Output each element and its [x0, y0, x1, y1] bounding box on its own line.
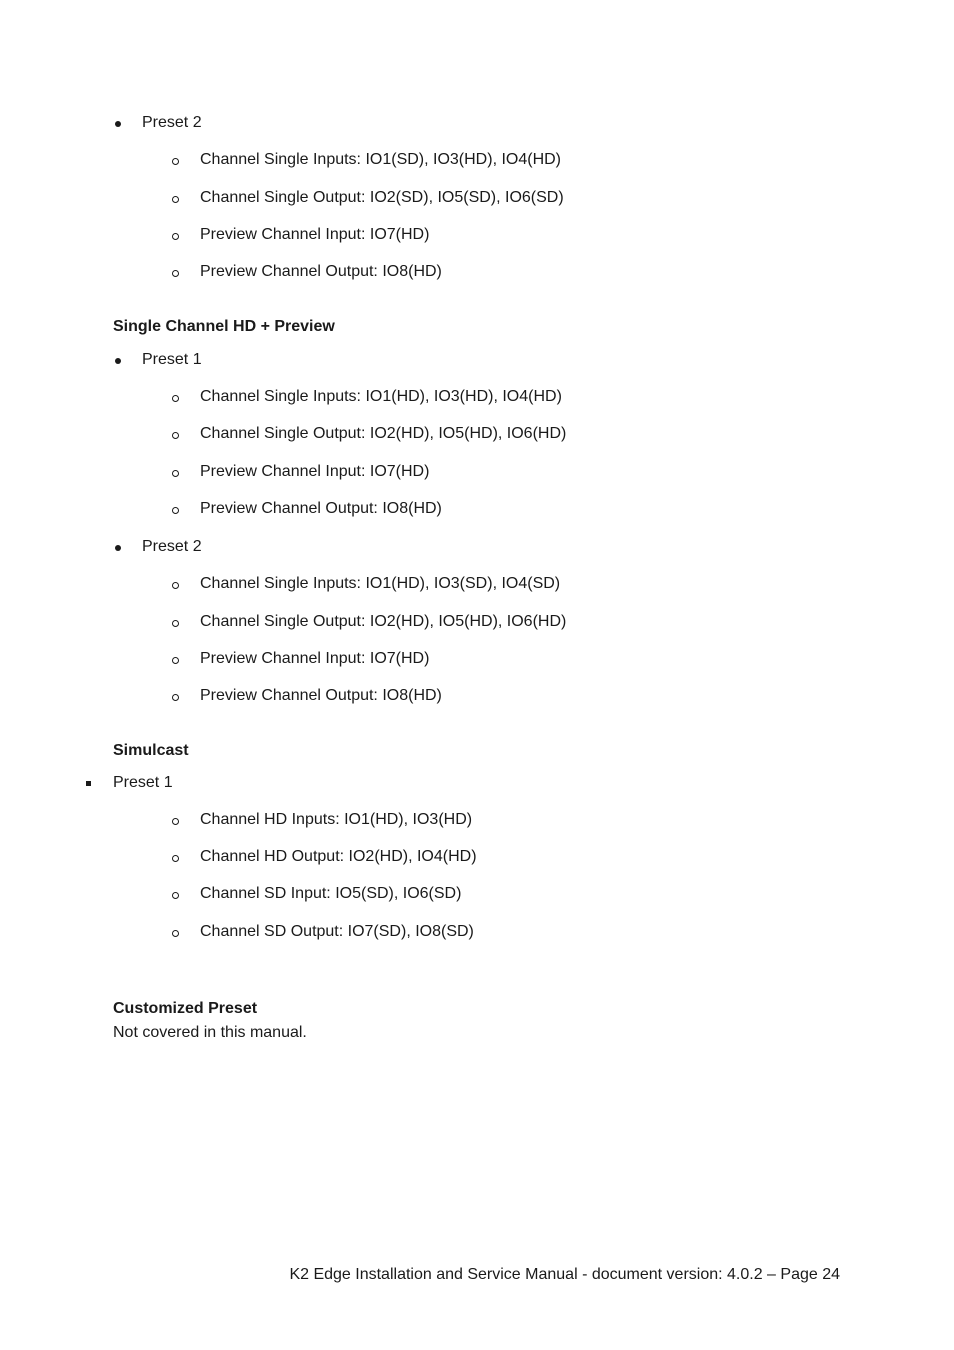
circle-bullet-icon [172, 158, 179, 165]
list-item: Channel HD Inputs: IO1(HD), IO3(HD) [200, 811, 473, 828]
circle-bullet-icon [172, 270, 179, 277]
circle-bullet-icon [172, 470, 179, 477]
bullet-icon [115, 358, 121, 364]
list-item: Preview Channel Output: IO8(HD) [200, 687, 442, 704]
page-footer: K2 Edge Installation and Service Manual - document version: 4.0.2 – Page 24 [289, 1266, 840, 1283]
paragraph: Not covered in this manual. [113, 1024, 307, 1041]
list-item: Preview Channel Input: IO7(HD) [200, 463, 430, 480]
list-item: Channel Single Output: IO2(SD), IO5(SD), IO6(SD) [200, 189, 564, 206]
section-heading: Simulcast [113, 742, 189, 759]
circle-bullet-icon [172, 694, 179, 701]
circle-bullet-icon [172, 196, 179, 203]
bullet-icon [115, 545, 121, 551]
list-item: Preview Channel Input: IO7(HD) [200, 650, 430, 667]
bullet-icon [115, 121, 121, 127]
list-item: Channel SD Input: IO5(SD), IO6(SD) [200, 885, 462, 902]
list-item: Preview Channel Output: IO8(HD) [200, 500, 442, 517]
section-heading: Customized Preset [113, 1000, 258, 1017]
circle-bullet-icon [172, 233, 179, 240]
circle-bullet-icon [172, 395, 179, 402]
list-item: Channel Single Output: IO2(HD), IO5(HD), IO6(HD) [200, 613, 567, 630]
preset-label: Preset 2 [142, 538, 202, 555]
preset-label: Preset 1 [142, 351, 202, 368]
circle-bullet-icon [172, 620, 179, 627]
section-heading: Single Channel HD + Preview [113, 318, 335, 335]
circle-bullet-icon [172, 507, 179, 514]
list-item: Channel SD Output: IO7(SD), IO8(SD) [200, 923, 474, 940]
list-item: Preview Channel Input: IO7(HD) [200, 226, 430, 243]
circle-bullet-icon [172, 657, 179, 664]
square-bullet-icon [86, 781, 91, 786]
circle-bullet-icon [172, 892, 179, 899]
circle-bullet-icon [172, 582, 179, 589]
list-item: Channel Single Output: IO2(HD), IO5(HD), IO6(HD) [200, 425, 567, 442]
preset-label: Preset 1 [113, 774, 173, 791]
circle-bullet-icon [172, 855, 179, 862]
list-item: Channel Single Inputs: IO1(SD), IO3(HD), IO4(HD) [200, 151, 562, 168]
list-item: Preview Channel Output: IO8(HD) [200, 263, 442, 280]
circle-bullet-icon [172, 930, 179, 937]
circle-bullet-icon [172, 818, 179, 825]
list-item: Channel Single Inputs: IO1(HD), IO3(SD), IO4(SD) [200, 575, 561, 592]
list-item: Channel HD Output: IO2(HD), IO4(HD) [200, 848, 477, 865]
list-item: Channel Single Inputs: IO1(HD), IO3(HD), IO4(HD) [200, 388, 562, 405]
preset-label: Preset 2 [142, 114, 202, 131]
circle-bullet-icon [172, 432, 179, 439]
